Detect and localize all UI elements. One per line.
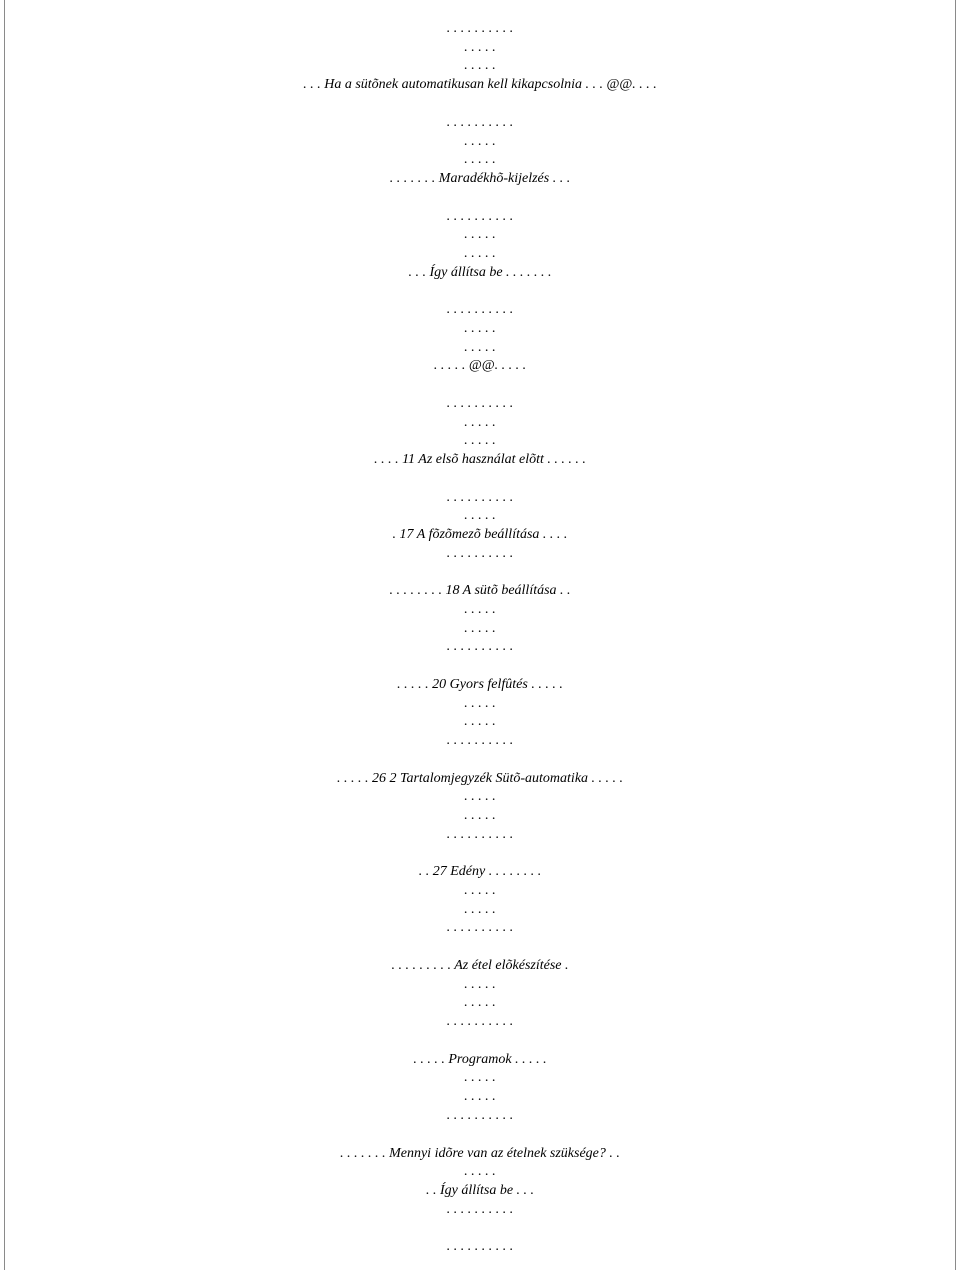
text-line: . . . . . <box>464 321 496 336</box>
text-line: . . . . . <box>464 808 496 823</box>
text-line: . . . . . <box>464 246 496 261</box>
text-line: . . . . . . . . . . <box>446 1202 514 1217</box>
text-line: . . . . . . . . . . <box>446 21 514 36</box>
text-line: . . . . . . . . . . <box>446 209 514 224</box>
text-line: . . . . . . . . . . <box>446 115 514 130</box>
text-line: . . . . . 26 2 Tartalomjegyzék Sütõ-automatika . . . . . <box>336 771 624 786</box>
text-line: . . . . . <box>464 152 496 167</box>
text-line: . . . . . . . Mennyi idõre van az ételnek szüksége? . . <box>340 1146 620 1161</box>
text-line: . . . . . Programok . . . . . <box>413 1052 547 1067</box>
text-line: . . . . . <box>464 134 496 149</box>
text-line: . . . . . . . . . . <box>446 1239 514 1254</box>
text-line: . . Így állítsa be . . . <box>425 1183 535 1198</box>
text-line: . . . . . <box>464 696 496 711</box>
text-line: . . . . . . . Maradékhõ-kijelzés . . . <box>389 171 571 186</box>
text-line: . . . . . 20 Gyors felfûtés . . . . . <box>397 677 563 692</box>
text-line: . . . . . . . . . . <box>446 733 514 748</box>
text-line: . . . . . <box>464 58 496 73</box>
text-line: . . . . . <box>464 433 496 448</box>
text-line: . . . . . . . . . . <box>446 1014 514 1029</box>
text-line: . . . . . <box>464 1070 496 1085</box>
text-line: . . . . . . . . . . <box>446 920 514 935</box>
text-line: . . . . . <box>464 883 496 898</box>
text-line: . . . . . . . . . . <box>446 490 514 505</box>
text-line: . . . . . <box>464 621 496 636</box>
text-line: . . . . 11 Az elsõ használat elõtt . . . . . . <box>374 452 586 467</box>
text-line: . . . . . . . . . . <box>446 639 514 654</box>
text-line: . . . . . @@. . . . . <box>433 358 527 373</box>
text-line: . . . . . . . . . . <box>446 546 514 561</box>
text-line: . . . . . <box>464 1089 496 1104</box>
text-line: . . . . . . . . . . <box>446 302 514 317</box>
text-line: . . . . . <box>464 714 496 729</box>
text-line: . . . . . <box>464 1164 496 1179</box>
text-line: . . . . . <box>464 415 496 430</box>
text-line: . . . Ha a sütõnek automatikusan kell kikapcsolnia . . . @@. . . . <box>303 77 657 92</box>
text-line: . . 27 Edény . . . . . . . . <box>418 864 542 879</box>
text-line: . 17 A fõzõmezõ beállítása . . . . <box>392 527 568 542</box>
text-line: . . . . . . . . . . <box>446 1108 514 1123</box>
text-line: . . . . . <box>464 40 496 55</box>
text-line: . . . . . <box>464 902 496 917</box>
text-line: . . . Így állítsa be . . . . . . . <box>408 265 552 280</box>
text-line: . . . . . <box>464 789 496 804</box>
text-line: . . . . . . . . 18 A sütõ beállítása . . <box>389 583 571 598</box>
text-line: . . . . . <box>464 995 496 1010</box>
text-line: . . . . . <box>464 508 496 523</box>
text-line: . . . . . <box>464 977 496 992</box>
text-line: . . . . . <box>464 227 496 242</box>
text-line: . . . . . . . . . Az étel elõkészítése . <box>391 958 569 973</box>
text-line: . . . . . . . . . . <box>446 827 514 842</box>
text-line: . . . . . . . . . . <box>446 396 514 411</box>
text-line: . . . . . <box>464 340 496 355</box>
text-line: . . . . . <box>464 602 496 617</box>
